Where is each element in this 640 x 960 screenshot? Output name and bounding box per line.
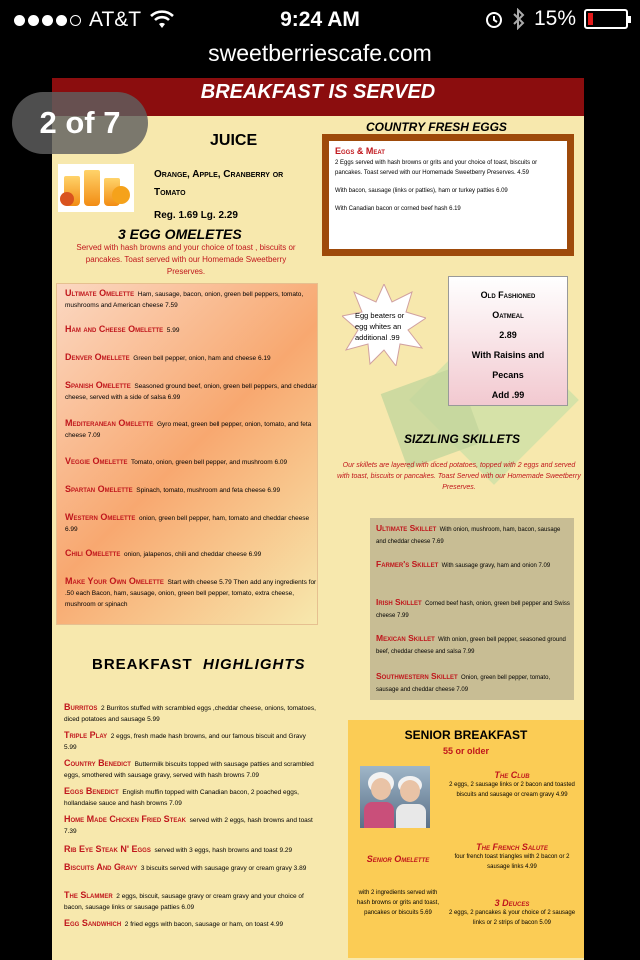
- breakfast-banner: BREAKFAST IS SERVED: [52, 78, 584, 116]
- item-desc: Green bell pepper, onion, ham and cheese 6.19: [133, 355, 271, 362]
- item-name: Burritos: [64, 702, 98, 712]
- oatmeal-box: [448, 276, 568, 406]
- skillet-list: [370, 518, 574, 700]
- menu-item: [65, 456, 317, 468]
- omelette-list: [56, 283, 318, 625]
- oatmeal-line: With Raisins and: [471, 350, 545, 360]
- item-name: Denver Omellete: [65, 352, 130, 362]
- item-desc: served with 3 eggs, hash browns and toast 9.29: [154, 847, 293, 854]
- item-desc: Start with cheese 5.79 Then add any ingredients for .50 each Bacon, ham, sausage, onion, green bell pepper, tomato, extra cheese, mushroom or spinach: [65, 579, 317, 608]
- item-desc: Gyro meat, green bell pepper, onion, tomato, and feta cheese 7.09: [65, 421, 312, 439]
- country-eggs-title: COUNTRY FRESH EGGS: [366, 120, 507, 134]
- item-desc: With sausage gravy, ham and onion 7.09: [441, 563, 551, 569]
- menu-item: [64, 758, 320, 781]
- item-name: Triple Play: [64, 730, 108, 740]
- item-desc: 2 fried eggs with bacon, sausage or ham, on toast 4.99: [124, 921, 284, 928]
- menu-item: [65, 576, 317, 610]
- eggs-meat-line: With bacon, sausage (links or patties), ham or turkey patties 6.09: [335, 188, 508, 194]
- menu-item: [64, 890, 320, 913]
- menu-item: [444, 898, 580, 928]
- item-desc: With onion, green bell pepper, seasoned ground beef, cheddar cheese and salsa 7.99: [376, 637, 566, 655]
- menu-item: [65, 380, 317, 403]
- skillets-title: SIZZLING SKILLETS: [404, 432, 520, 446]
- starburst-text: Egg beaters or egg whites an additional .99: [355, 311, 405, 342]
- juice-description: Orange, Apple, Cranberry or Tomato: [154, 169, 284, 198]
- senior-omelette-title: Senior Omelette: [366, 854, 430, 864]
- highlights-title-accent: HIGHLIGHTS: [203, 656, 306, 673]
- juice-title: JUICE: [210, 132, 258, 149]
- menu-page: [52, 78, 584, 960]
- item-desc: onion, green bell pepper, ham, tomato and cheddar cheese 6.99: [65, 515, 310, 533]
- menu-item: [64, 786, 320, 809]
- item-name: Irish Skillet: [376, 597, 422, 607]
- item-desc: 2 eggs, fresh made hash browns, and our famous biscuit and Gravy 5.99: [64, 733, 306, 751]
- item-name: Southwestern Skillet: [376, 671, 458, 681]
- item-desc: 5.99: [166, 327, 180, 334]
- menu-item: [64, 730, 320, 753]
- item-desc: 2 Burritos stuffed with scrambled eggs ,cheddar cheese, onions, tomatoes, diced potatoes and sausage 5.99: [64, 705, 316, 723]
- menu-item: [65, 418, 317, 441]
- highlights-title: [92, 656, 306, 673]
- oatmeal-add: Add .99: [491, 390, 525, 400]
- item-name: Biscuits And Gravy: [64, 862, 138, 872]
- item-name: 3 Deuces: [494, 898, 530, 908]
- omelettes-title: 3 EGG OMELETES: [118, 226, 242, 242]
- item-desc: 2 eggs, 2 sausage links or 2 bacon and toasted biscuits and sausage or cream gravy 4.99: [449, 782, 575, 798]
- juice-image: [58, 164, 134, 212]
- item-desc: onion, jalapenos, chili and cheddar cheese 6.99: [123, 551, 262, 558]
- item-desc: served with 2 eggs, hash browns and toast 7.39: [64, 817, 313, 835]
- menu-item: [64, 814, 320, 837]
- page-indicator: 2 of 7: [12, 92, 148, 154]
- oatmeal-price: 2.89: [499, 330, 517, 340]
- menu-item: [444, 842, 580, 872]
- battery-percent: 15%: [533, 7, 576, 30]
- item-name: Eggs Benedict: [64, 786, 119, 796]
- item-desc: Buttermilk biscuits topped with sausage patties and scrambled eggs, smothered with sausage gravy, served with hash browns 7.09: [64, 761, 314, 779]
- item-name: The French Salute: [476, 842, 548, 852]
- battery-fill: [588, 13, 593, 25]
- omelettes-subtitle: Served with hash browns and your choice of toast , biscuits or pancakes. Toast served with our Homemade Sweetberry Preserves.: [76, 243, 296, 276]
- menu-item: [65, 352, 317, 364]
- menu-item: [64, 862, 320, 874]
- status-right: [484, 7, 628, 31]
- item-name: Spanish Omelette: [65, 380, 131, 390]
- item-name: Mexican Skillet: [376, 633, 435, 643]
- item-desc: Spinach, tomato, mushroom and feta cheese 6.99: [136, 487, 281, 494]
- alarm-icon: [484, 9, 504, 29]
- senior-breakfast-box: [348, 720, 584, 958]
- menu-item: [65, 288, 317, 311]
- menu-item: [65, 548, 317, 560]
- menu-item: [65, 512, 317, 535]
- item-name: Country Benedict: [64, 758, 131, 768]
- senior-age: 55 or older: [442, 746, 489, 756]
- carrier-label: AT&T: [89, 8, 142, 31]
- eggs-meat-line: 2 Eggs served with hash browns or grits and your choice of toast, biscuits or pancakes. Toast served with our Homemade Sweetberry Preserves. 4.59: [335, 160, 538, 176]
- item-desc: Corned beef hash, onion, green bell pepper and Swiss cheese 7.99: [376, 601, 570, 619]
- battery-icon: [584, 9, 628, 29]
- item-name: Veggie Omelette: [65, 456, 128, 466]
- oatmeal-line: Oatmeal: [492, 310, 524, 320]
- senior-couple-photo: [360, 766, 430, 828]
- senior-title: SENIOR BREAKFAST: [404, 728, 528, 742]
- item-desc: four french toast triangles with 2 bacon or 2 sausage links 4.99: [454, 854, 570, 870]
- item-desc: With onion, mushroom, ham, bacon, sausage and cheddar cheese 7.69: [376, 527, 561, 545]
- eggs-meat-line: With Canadian bacon or corned beef hash 6.19: [335, 206, 461, 212]
- address-bar[interactable]: sweetberriescafe.com: [208, 40, 432, 66]
- menu-item: [376, 558, 572, 572]
- bluetooth-icon: [512, 8, 526, 30]
- oatmeal-line: Pecans: [492, 370, 524, 380]
- menu-item: [64, 844, 320, 856]
- item-desc: Tomato, onion, green bell pepper, and mushroom 6.09: [131, 459, 288, 466]
- item-name: Spartan Omelette: [65, 484, 133, 494]
- item-name: Ham and Cheese Omelette: [65, 324, 164, 334]
- oatmeal-line: Old Fashioned: [480, 290, 536, 300]
- item-name: Mediteranean Omelette: [65, 418, 154, 428]
- item-name: Egg Sandwhich: [64, 918, 122, 928]
- item-name: Home Made Chicken Fried Steak: [64, 814, 187, 824]
- clock: 9:24 AM: [280, 8, 360, 31]
- menu-item: [444, 770, 580, 800]
- item-desc: Onion, green bell pepper, tomato, sausage and cheddar cheese 7.09: [376, 675, 551, 693]
- eggs-meat-heading: Eggs & Meat: [335, 146, 385, 156]
- menu-item: [64, 702, 320, 725]
- eggs-meat-box: [322, 134, 574, 256]
- item-desc: 3 biscuits served with sausage gravy or cream gravy 3.89: [140, 865, 307, 872]
- menu-item: [376, 596, 572, 622]
- menu-item: [376, 522, 572, 548]
- item-name: Western Omelette: [65, 512, 136, 522]
- menu-item: [65, 484, 317, 496]
- item-desc: 2 eggs, biscuit, sausage gravy or cream gravy and your choice of bacon, sausage links or sausage patties 6.09: [64, 893, 304, 911]
- item-name: Ultimate Skillet: [376, 523, 437, 533]
- menu-item: [376, 670, 572, 696]
- item-name: Chili Omelette: [65, 548, 121, 558]
- menu-item: [65, 324, 317, 336]
- item-desc: Seasoned ground beef, onion, green bell peppers, and cheddar cheese, served with a side of salsa 6.99: [65, 383, 317, 401]
- skillets-subtitle: Our skillets are layered with diced potatoes, topped with 2 eggs and served with toast, biscuits or pancakes. Toast Served with our Homemade Sweetberry Preserves.: [337, 462, 581, 491]
- item-name: The Slammer: [64, 890, 113, 900]
- item-desc: 2 eggs, 2 pancakes & your choice of 2 sausage links or 2 strips of bacon 5.09: [448, 910, 576, 926]
- item-name: Make Your Own Omelette: [65, 576, 164, 586]
- item-desc: English muffin topped with Canadian bacon, 2 poached eggs, hollandaise sauce and hash browns 7.09: [64, 789, 299, 807]
- item-name: Ultimate Omelette: [65, 288, 135, 298]
- menu-item: [376, 632, 572, 658]
- menu-item: [64, 918, 320, 930]
- highlights-title-main: BREAKFAST: [92, 656, 193, 673]
- status-bar: [0, 0, 640, 40]
- item-name: The Club: [494, 770, 530, 780]
- senior-omelette-desc: with 2 ingredients served with hash browns or grits and toast, pancakes or biscuits 5.69: [356, 890, 440, 916]
- juice-price: Reg. 1.69 Lg. 2.29: [154, 210, 238, 221]
- item-desc: Ham, sausage, bacon, onion, green bell peppers, tomato, mushrooms and American cheese 7.59: [65, 291, 304, 309]
- item-name: Rib Eye Steak N' Eggs: [64, 844, 151, 854]
- item-name: Farmer's Skillet: [376, 559, 439, 569]
